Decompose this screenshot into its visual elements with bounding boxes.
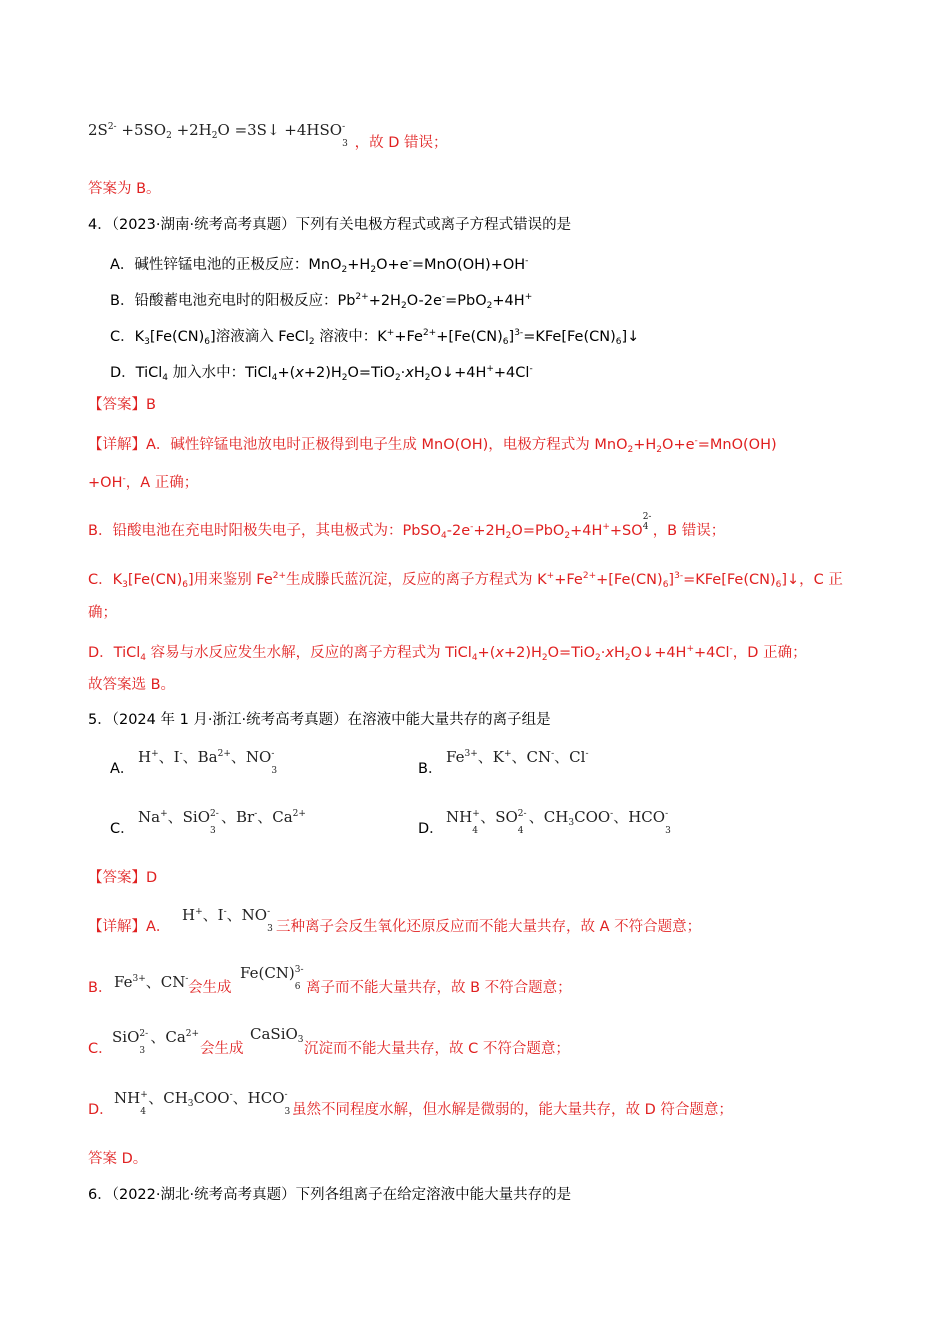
- option-c-formula: Na+、SiO 2- 3 、Br-、$Ca^{2+}$: [138, 808, 306, 836]
- option-a: A．碱性锌锰电池的正极反应：$MnO_2+H_2O+e^-=MnO(OH)+OH^-$: [110, 256, 529, 275]
- detail-a-formula: H+、I-、NO - 3: [182, 901, 275, 926]
- option-d-formula: NH + 4 、SO 2- 4 、$CH_3COO^-$、HCO - 3: [446, 803, 673, 834]
- charge-stack: - 3: [267, 907, 273, 934]
- conclusion-text: ，故 D 错误；: [354, 135, 448, 151]
- detail-b-lead: B．: [88, 980, 113, 996]
- detail-c-line1: C．$K_3[Fe(CN)_6]$用来鉴别 $Fe^{2+}$生成滕氏蓝沉淀，反应的离子方程式为 $K^++Fe^{2+}+[Fe(CN)_6]^{3-}=KFe[Fe(CN)_6]↓$，C 正: [88, 571, 843, 590]
- charge-stack: - 3: [665, 809, 671, 836]
- detail-b-formula-1: $Fe^{3+}$、CN-: [114, 973, 189, 991]
- charge-stack: - 3: [271, 749, 278, 776]
- detail-c-text: 沉淀而不能大量共存，故 C 不符合题意；: [304, 1041, 570, 1057]
- charge-stack: + 4: [472, 809, 480, 836]
- charge-stack: + 4: [140, 1090, 148, 1117]
- final-answer: 答案 D。: [88, 1151, 148, 1167]
- charge-stack: 3- 6: [294, 965, 304, 992]
- option-b: B．铅酸蓄电池充电时的阳极反应：$Pb^{2+}+2H_2O-2e^-=PbO_2+4H^+$: [110, 292, 533, 311]
- detail-a-line1: 【详解】A．碱性锌锰电池放电时正极得到电子生成 MnO(OH)，电极方程式为 $MnO_2+H_2O+e^-=MnO(OH)$: [88, 436, 777, 455]
- detail-c-formula-2: CaSiO$_3$: [250, 1025, 304, 1045]
- formula: $2S^{2-} +5SO_2 +2H_2O$ =3S↓ +4HSO - 3: [88, 121, 350, 139]
- option-d-label: D．: [418, 821, 444, 837]
- option-c-label: C．: [110, 821, 135, 837]
- detail-b-text: 离子而不能大量共存，故 B 不符合题意；: [306, 980, 572, 996]
- detail-a-text: 三种离子会反生氧化还原反应而不能大量共存，故 A 不符合题意；: [276, 919, 702, 935]
- detail-b-mid: 会生成: [188, 980, 232, 996]
- answer-label: 【答案】D: [88, 870, 158, 886]
- charge-stack: - 3: [342, 122, 348, 149]
- charge-stack: 2- 4: [642, 512, 652, 532]
- option-b-label: B．: [418, 761, 443, 777]
- charge-stack: - 3: [284, 1090, 291, 1117]
- option-b-formula: $Fe^{3+}$、K+、CN-、Cl-: [446, 748, 589, 766]
- final-answer: 故答案选 B。: [88, 677, 176, 693]
- charge-stack: 2- 3: [139, 1029, 149, 1056]
- detail-a-line2: +OH-，A 正确；: [88, 474, 199, 491]
- detail-d-lead: D．: [88, 1102, 114, 1118]
- detail-c-line2: 确；: [88, 605, 117, 621]
- answer-line: 答案为 B。: [88, 181, 161, 197]
- detail-c-mid: 会生成: [200, 1041, 244, 1057]
- question-5-stem: 5．（2024 年 1 月·浙江·统考高考真题）在溶液中能大量共存的离子组是: [88, 712, 551, 728]
- answer-label: 【答案】B: [88, 397, 156, 413]
- detail-b: B．铅酸电池在充电时阳极失电子，其电极式为：$PbSO_4-2e^-+2H_2O=PbO_2+4H^++SO$ 2- 4 ，B 错误；: [88, 512, 726, 541]
- detail-d: D．TiCl$_4$ 容易与水反应发生水解，反应的离子方程式为 $TiCl_4+(x+2)H_2O=TiO_2\cdot xH_2O↓+4H^++4Cl^-$，D 正确；: [88, 644, 807, 663]
- detail-d-text: 虽然不同程度水解，但水解是微弱的，能大量共存，故 D 符合题意；: [292, 1102, 733, 1118]
- option-a-formula: H+、I-、$Ba^{2+}$、NO - 3: [138, 743, 279, 768]
- detail-c-formula-1: SiO 2- 3 、$Ca^{2+}$: [112, 1028, 200, 1056]
- question-4-stem: 4．（2023·湖南·统考高考真题）下列有关电极方程式或离子方程式错误的是: [88, 217, 572, 233]
- detail-c-lead: C．: [88, 1041, 113, 1057]
- option-a-label: A．: [110, 761, 135, 777]
- question-6-stem: 6．（2022·湖北·统考高考真题）下列各组离子在给定溶液中能大量共存的是: [88, 1187, 572, 1203]
- option-d: D．TiCl$_4$ 加入水中：$TiCl_4+(x+2)H_2O=TiO_2\cdot xH_2O↓+4H^++4Cl^-$: [110, 364, 533, 383]
- charge-stack: 2- 3: [210, 809, 219, 836]
- detail-a-lead: 【详解】A．: [88, 919, 171, 935]
- detail-d-formula: NH + 4 、$CH_3COO^-$、HCO - 3: [114, 1084, 293, 1115]
- equation-line: [88, 116, 448, 151]
- option-c: C．$K_3[Fe(CN)_6]$溶液滴入 FeCl$_2$ 溶液中：$K^++Fe^{2+}+[Fe(CN)_6]^{3-}=KFe[Fe(CN)_6]↓$: [110, 328, 640, 347]
- detail-b-formula-2: Fe(CN) 3- 6: [240, 962, 306, 984]
- charge-stack: 2- 4: [517, 809, 527, 836]
